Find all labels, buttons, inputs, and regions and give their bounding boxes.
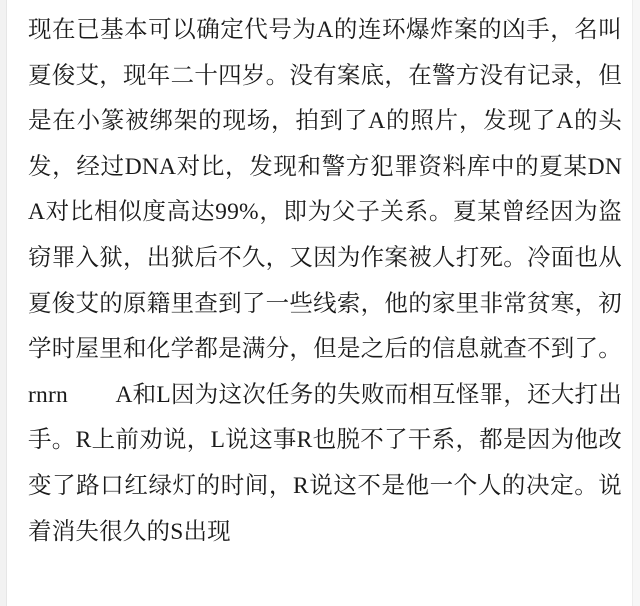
- left-margin-rule: [0, 0, 7, 606]
- right-margin-rule: [632, 0, 640, 606]
- document-body-text: 现在已基本可以确定代号为A的连环爆炸案的凶手，名叫夏俊艾，现年二十四岁。没有案底，在警方没有记录，但是在小篆被绑架的现场，拍到了A的照片，发现了A的头发，经过DNA对比，发现和警方犯罪资料库中的夏某DNA对比相似度高达99%，即为父子关系。夏某曾经因为盗窃罪入狱，出狱后不久，又因为作案被人打死。冷面也从夏俊艾的原籍里查到了一些线索，他的家里非常贫寒，初学时屋里和化学都是满分，但是之后的信息就查不到了。rnrn A和L因为这次任务的失败而相互怪罪，还大打出手。R上前劝说，L说这事R也脱不了干系，都是因为他改变了路口红绿灯的时间，R说这不是他一个人的决定。说着消失很久的S出现: [28, 17, 622, 545]
